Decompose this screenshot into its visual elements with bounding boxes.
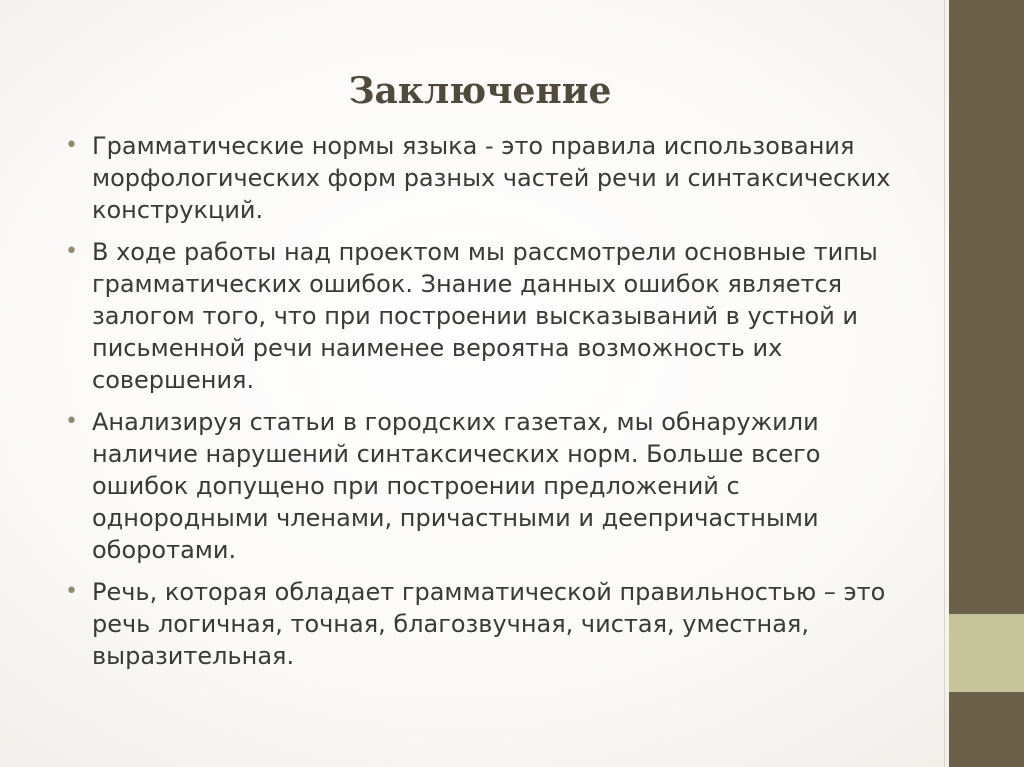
slide-title: Заключение <box>348 70 612 112</box>
bullet-icon: • <box>65 579 78 604</box>
bullet-item <box>62 236 902 396</box>
slide-edge-line <box>944 0 945 767</box>
bullet-item <box>62 130 902 226</box>
bullet-item <box>62 406 902 566</box>
bullet-text: Речь, которая обладает грамматической правильностью – это речь логичная, точная, благозвучная, чистая, уместная, выразительная. <box>92 578 886 670</box>
bullet-list <box>62 130 902 682</box>
sidebar-accent-block <box>949 614 1024 692</box>
bullet-text: Грамматические нормы языка - это правила использования морфологических форм разных частей речи и синтаксических конструкций. <box>92 132 891 224</box>
bullet-text: В ходе работы над проектом мы рассмотрели основные типы грамматических ошибок. Знание данных ошибок является залогом того, что при построении высказываний в устной и письменной речи наименее вероятна возможность их совершения. <box>92 238 878 394</box>
bullet-icon: • <box>65 133 78 158</box>
bullet-icon: • <box>65 239 78 264</box>
bullet-item <box>62 576 902 672</box>
bullet-icon: • <box>65 409 78 434</box>
bullet-text: Анализируя статьи в городских газетах, мы обнаружили наличие нарушений синтаксических норм. Больше всего ошибок допущено при построении предложений с однородными членами, причастными и деепричастными оборотами. <box>92 408 821 564</box>
